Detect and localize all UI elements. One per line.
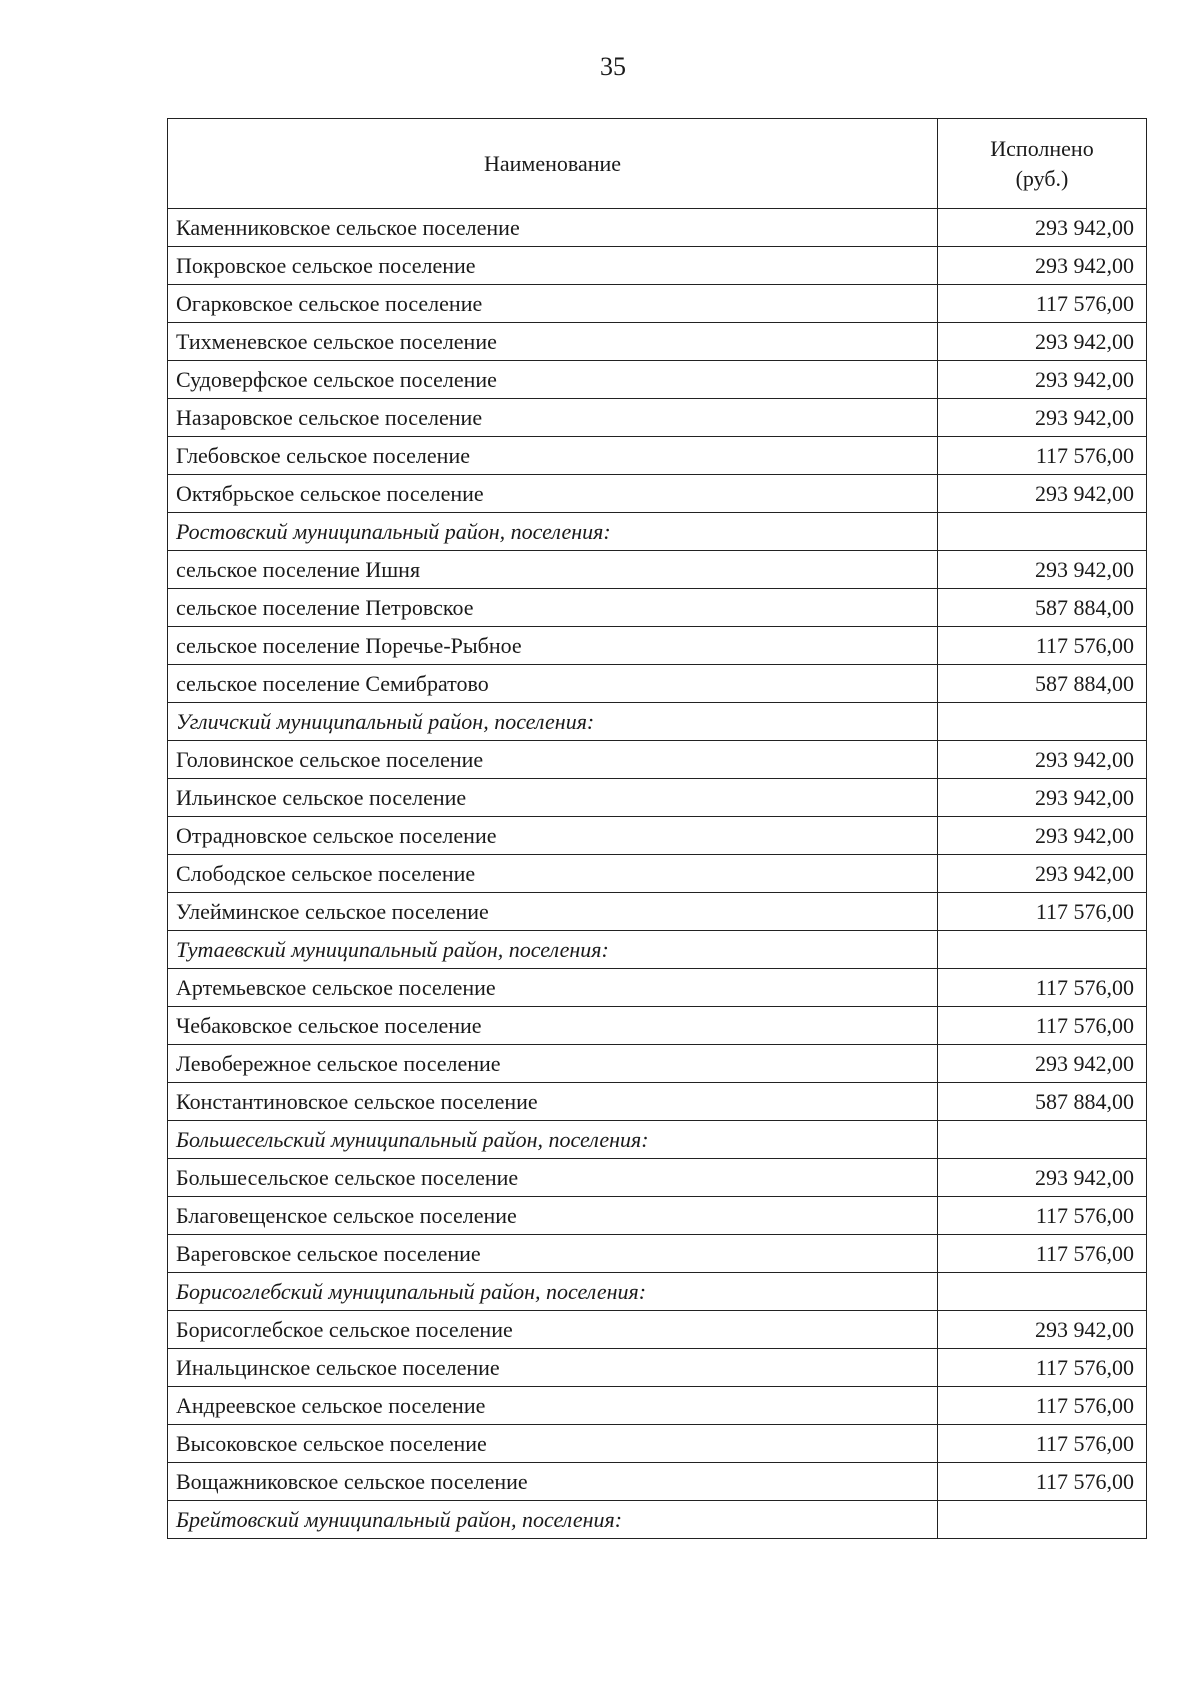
table-body — [168, 209, 1147, 1539]
table-row — [168, 855, 1147, 893]
district-row — [168, 703, 1147, 741]
amount-cell: 293 942,00 — [938, 779, 1147, 817]
table-row — [168, 1463, 1147, 1501]
amount-cell: 117 576,00 — [938, 969, 1147, 1007]
settlement-name-cell: Андреевское сельское поселение — [168, 1387, 938, 1425]
amount-cell: 293 942,00 — [938, 361, 1147, 399]
settlement-name-cell: Судоверфское сельское поселение — [168, 361, 938, 399]
settlement-name-cell: Назаровское сельское поселение — [168, 399, 938, 437]
table-row — [168, 399, 1147, 437]
budget-table — [167, 118, 1147, 1539]
amount-cell — [938, 1273, 1147, 1311]
amount-cell — [938, 513, 1147, 551]
amount-cell: 587 884,00 — [938, 1083, 1147, 1121]
amount-cell: 587 884,00 — [938, 589, 1147, 627]
table-row — [168, 741, 1147, 779]
amount-cell: 293 942,00 — [938, 741, 1147, 779]
amount-cell: 117 576,00 — [938, 1235, 1147, 1273]
district-row — [168, 1273, 1147, 1311]
amount-cell: 117 576,00 — [938, 1387, 1147, 1425]
district-row — [168, 513, 1147, 551]
table-row — [168, 1425, 1147, 1463]
settlement-name-cell: Слободское сельское поселение — [168, 855, 938, 893]
amount-cell: 293 942,00 — [938, 475, 1147, 513]
district-name-cell: Угличский муниципальный район, поселения: — [168, 703, 938, 741]
table-row — [168, 1387, 1147, 1425]
table-row — [168, 323, 1147, 361]
table-row — [168, 627, 1147, 665]
amount-cell — [938, 703, 1147, 741]
amount-cell: 117 576,00 — [938, 627, 1147, 665]
header-amount — [938, 119, 1147, 209]
settlement-name-cell: Инальцинское сельское поселение — [168, 1349, 938, 1387]
table-row — [168, 1311, 1147, 1349]
settlement-name-cell: Огарковское сельское поселение — [168, 285, 938, 323]
settlement-name-cell: Артемьевское сельское поселение — [168, 969, 938, 1007]
district-row — [168, 1501, 1147, 1539]
header-name: Наименование — [168, 119, 938, 209]
table-row — [168, 361, 1147, 399]
district-name-cell: Борисоглебский муниципальный район, поселения: — [168, 1273, 938, 1311]
settlement-name-cell: Покровское сельское поселение — [168, 247, 938, 285]
table-row — [168, 437, 1147, 475]
settlement-name-cell: сельское поселение Поречье-Рыбное — [168, 627, 938, 665]
amount-cell: 117 576,00 — [938, 1349, 1147, 1387]
amount-cell: 117 576,00 — [938, 1463, 1147, 1501]
amount-cell: 293 942,00 — [938, 1045, 1147, 1083]
amount-cell: 293 942,00 — [938, 247, 1147, 285]
settlement-name-cell: Улейминское сельское поселение — [168, 893, 938, 931]
settlement-name-cell: Глебовское сельское поселение — [168, 437, 938, 475]
table-row — [168, 893, 1147, 931]
amount-cell: 117 576,00 — [938, 437, 1147, 475]
settlement-name-cell: сельское поселение Ишня — [168, 551, 938, 589]
settlement-name-cell: Борисоглебское сельское поселение — [168, 1311, 938, 1349]
table-row — [168, 969, 1147, 1007]
district-name-cell: Ростовский муниципальный район, поселения: — [168, 513, 938, 551]
settlement-name-cell: Тихменевское сельское поселение — [168, 323, 938, 361]
table-row — [168, 1235, 1147, 1273]
table-row — [168, 209, 1147, 247]
settlement-name-cell: Благовещенское сельское поселение — [168, 1197, 938, 1235]
settlement-name-cell: Вареговское сельское поселение — [168, 1235, 938, 1273]
table-row — [168, 817, 1147, 855]
district-name-cell: Тутаевский муниципальный район, поселения: — [168, 931, 938, 969]
header-amount-line2: (руб.) — [1015, 165, 1069, 191]
table-header-row — [168, 119, 1147, 209]
settlement-name-cell: Большесельское сельское поселение — [168, 1159, 938, 1197]
district-row — [168, 931, 1147, 969]
amount-cell: 293 942,00 — [938, 1159, 1147, 1197]
table-row — [168, 589, 1147, 627]
settlement-name-cell: Высоковское сельское поселение — [168, 1425, 938, 1463]
amount-cell: 117 576,00 — [938, 1007, 1147, 1045]
amount-cell: 293 942,00 — [938, 817, 1147, 855]
amount-cell: 117 576,00 — [938, 893, 1147, 931]
amount-cell — [938, 931, 1147, 969]
table-row — [168, 285, 1147, 323]
table-row — [168, 1197, 1147, 1235]
amount-cell: 117 576,00 — [938, 1425, 1147, 1463]
settlement-name-cell: Константиновское сельское поселение — [168, 1083, 938, 1121]
table-row — [168, 1007, 1147, 1045]
table-row — [168, 551, 1147, 589]
table-row — [168, 1083, 1147, 1121]
amount-cell: 293 942,00 — [938, 1311, 1147, 1349]
table-row — [168, 247, 1147, 285]
table-row — [168, 1045, 1147, 1083]
settlement-name-cell: Октябрьское сельское поселение — [168, 475, 938, 513]
settlement-name-cell: сельское поселение Семибратово — [168, 665, 938, 703]
amount-cell: 587 884,00 — [938, 665, 1147, 703]
settlement-name-cell: Чебаковское сельское поселение — [168, 1007, 938, 1045]
district-row — [168, 1121, 1147, 1159]
settlement-name-cell: Каменниковское сельское поселение — [168, 209, 938, 247]
amount-cell: 117 576,00 — [938, 1197, 1147, 1235]
amount-cell: 293 942,00 — [938, 855, 1147, 893]
settlement-name-cell: сельское поселение Петровское — [168, 589, 938, 627]
district-name-cell: Брейтовский муниципальный район, поселения: — [168, 1501, 938, 1539]
settlement-name-cell: Головинское сельское поселение — [168, 741, 938, 779]
amount-cell — [938, 1121, 1147, 1159]
table-row — [168, 779, 1147, 817]
table-row — [168, 1349, 1147, 1387]
settlement-name-cell: Ильинское сельское поселение — [168, 779, 938, 817]
amount-cell: 293 942,00 — [938, 399, 1147, 437]
header-amount-line1: Исполнено — [990, 135, 1094, 161]
amount-cell — [938, 1501, 1147, 1539]
table-row — [168, 1159, 1147, 1197]
page-number: 35 — [600, 52, 626, 81]
amount-cell: 117 576,00 — [938, 285, 1147, 323]
settlement-name-cell: Левобережное сельское поселение — [168, 1045, 938, 1083]
table-row — [168, 475, 1147, 513]
settlement-name-cell: Отрадновское сельское поселение — [168, 817, 938, 855]
amount-cell: 293 942,00 — [938, 209, 1147, 247]
table-row — [168, 665, 1147, 703]
district-name-cell: Большесельский муниципальный район, поселения: — [168, 1121, 938, 1159]
settlement-name-cell: Вощажниковское сельское поселение — [168, 1463, 938, 1501]
amount-cell: 293 942,00 — [938, 551, 1147, 589]
amount-cell: 293 942,00 — [938, 323, 1147, 361]
